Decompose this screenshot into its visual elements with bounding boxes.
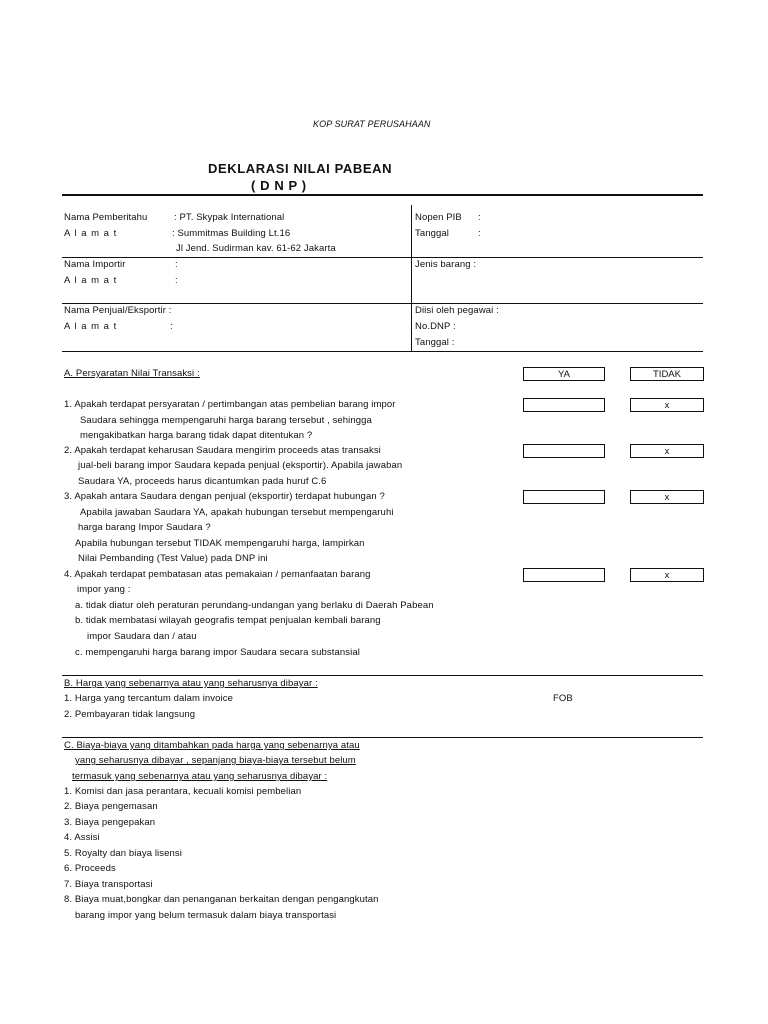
- section-c-heading-3: termasuk yang sebenarnya atau yang seharusnya dibayar :: [72, 771, 328, 782]
- divider: [62, 737, 703, 738]
- question-line: Nilai Pembanding (Test Value) pada DNP ini: [78, 553, 268, 564]
- tidak-header: TIDAK: [630, 367, 704, 381]
- answer-ya-box-2[interactable]: [523, 444, 605, 458]
- alamat-value-1: : Summitmas Building Lt.16: [172, 228, 291, 239]
- alamat-value-2: Jl Jend. Sudirman kav. 61-62 Jakarta: [176, 243, 336, 254]
- importir-label: Nama Importir: [64, 259, 126, 270]
- section-b-heading: B. Harga yang sebenarnya atau yang seharusnya dibayar :: [64, 678, 318, 689]
- answer-tidak-box-2[interactable]: x: [630, 444, 704, 458]
- section-b-item-1: 1. Harga yang tercantum dalam invoice: [64, 693, 233, 704]
- question-line: Saudara YA, proceeds harus dicantumkan pada huruf C.6: [78, 476, 327, 487]
- alamat-importir-label: A l a m a t: [64, 275, 118, 286]
- section-c-item: 6. Proceeds: [64, 863, 116, 874]
- question-line: 3. Apakah antara Saudara dengan penjual (eksportir) terdapat hubungan ?: [64, 491, 385, 502]
- alamat-label: A l a m a t: [64, 228, 118, 239]
- pemberitahu-value: : PT. Skypak International: [174, 212, 285, 223]
- answer-ya-box-1[interactable]: [523, 398, 605, 412]
- ya-header: YA: [523, 367, 605, 381]
- penjual-label: Nama Penjual/Eksportir :: [64, 305, 172, 316]
- question-line: impor Saudara dan / atau: [87, 631, 197, 642]
- importir-colon: :: [175, 259, 178, 270]
- letterhead: KOP SURAT PERUSAHAAN: [313, 119, 431, 129]
- nopen-label: Nopen PIB: [415, 212, 462, 223]
- answer-tidak-box-3[interactable]: x: [630, 490, 704, 504]
- question-line: Apabila jawaban Saudara YA, apakah hubungan tersebut mempengaruhi: [80, 507, 394, 518]
- page-title: DEKLARASI NILAI PABEAN: [208, 161, 393, 176]
- nodnp-label: No.DNP :: [415, 321, 456, 332]
- divider: [62, 257, 703, 258]
- question-line: harga barang Impor Saudara ?: [78, 522, 211, 533]
- page-subtitle: ( D N P ): [251, 178, 307, 193]
- answer-tidak-box-4[interactable]: x: [630, 568, 704, 582]
- section-c-item: 3. Biaya pengepakan: [64, 817, 156, 828]
- question-line: mengakibatkan harga barang tidak dapat ditentukan ?: [80, 430, 313, 441]
- form-top-border: [62, 194, 703, 196]
- divider: [62, 351, 703, 352]
- question-line: Apabila hubungan tersebut TIDAK mempengaruhi harga, lampirkan: [75, 538, 365, 549]
- tanggal-label: Tanggal: [415, 228, 449, 239]
- question-line: Saudara sehingga mempengaruhi harga barang tersebut , sehingga: [80, 415, 372, 426]
- tanggal-colon: :: [478, 228, 481, 239]
- section-c-item: 8. Biaya muat,bongkar dan penanganan berkaitan dengan pengangkutan: [64, 894, 379, 905]
- nopen-colon: :: [478, 212, 481, 223]
- divider: [62, 303, 703, 304]
- fob-label: FOB: [553, 693, 573, 704]
- alamat-importir-colon: :: [175, 275, 178, 286]
- section-c-item: 5. Royalty dan biaya lisensi: [64, 848, 182, 859]
- question-line: b. tidak membatasi wilayah geografis tempat penjualan kembali barang: [75, 615, 381, 626]
- alamat-penjual-label: A l a m a t: [64, 321, 118, 332]
- section-c-item: 7. Biaya transportasi: [64, 879, 153, 890]
- pemberitahu-label: Nama Pemberitahu: [64, 212, 148, 223]
- section-a-heading: A. Persyaratan Nilai Transaksi :: [64, 368, 200, 379]
- section-c-item: 1. Komisi dan jasa perantara, kecuali komisi pembelian: [64, 786, 302, 797]
- question-line: 1. Apakah terdapat persyaratan / pertimbangan atas pembelian barang impor: [64, 399, 396, 410]
- section-b-item-2: 2. Pembayaran tidak langsung: [64, 709, 196, 720]
- alamat-penjual-colon: :: [170, 321, 173, 332]
- question-line: 4. Apakah terdapat pembatasan atas pemakaian / pemanfaatan barang: [64, 569, 371, 580]
- column-divider: [411, 205, 412, 351]
- question-line: c. mempengaruhi harga barang impor Saudara secara substansial: [75, 647, 360, 658]
- question-line: jual-beli barang impor Saudara kepada penjual (eksportir). Apabila jawaban: [78, 460, 403, 471]
- answer-tidak-box-1[interactable]: x: [630, 398, 704, 412]
- diisi-label: Diisi oleh pegawai :: [415, 305, 499, 316]
- section-c-heading-2: yang seharusnya dibayar , sepanjang biaya-biaya tersebut belum: [75, 755, 356, 766]
- divider: [62, 675, 703, 676]
- section-c-item: 4. Assisi: [64, 832, 100, 843]
- answer-ya-box-3[interactable]: [523, 490, 605, 504]
- section-c-item: 2. Biaya pengemasan: [64, 801, 158, 812]
- question-line: a. tidak diatur oleh peraturan perundang-undangan yang berlaku di Daerah Pabean: [75, 600, 434, 611]
- answer-ya-box-4[interactable]: [523, 568, 605, 582]
- section-c-item: barang impor yang belum termasuk dalam biaya transportasi: [75, 910, 337, 921]
- question-line: impor yang :: [77, 584, 131, 595]
- jenis-barang-label: Jenis barang :: [415, 259, 477, 270]
- question-line: 2. Apakah terdapat keharusan Saudara mengirim proceeds atas transaksi: [64, 445, 381, 456]
- section-c-heading-1: C. Biaya-biaya yang ditambahkan pada harga yang sebenarnya atau: [64, 740, 360, 751]
- tanggal-pegawai-label: Tanggal :: [415, 337, 455, 348]
